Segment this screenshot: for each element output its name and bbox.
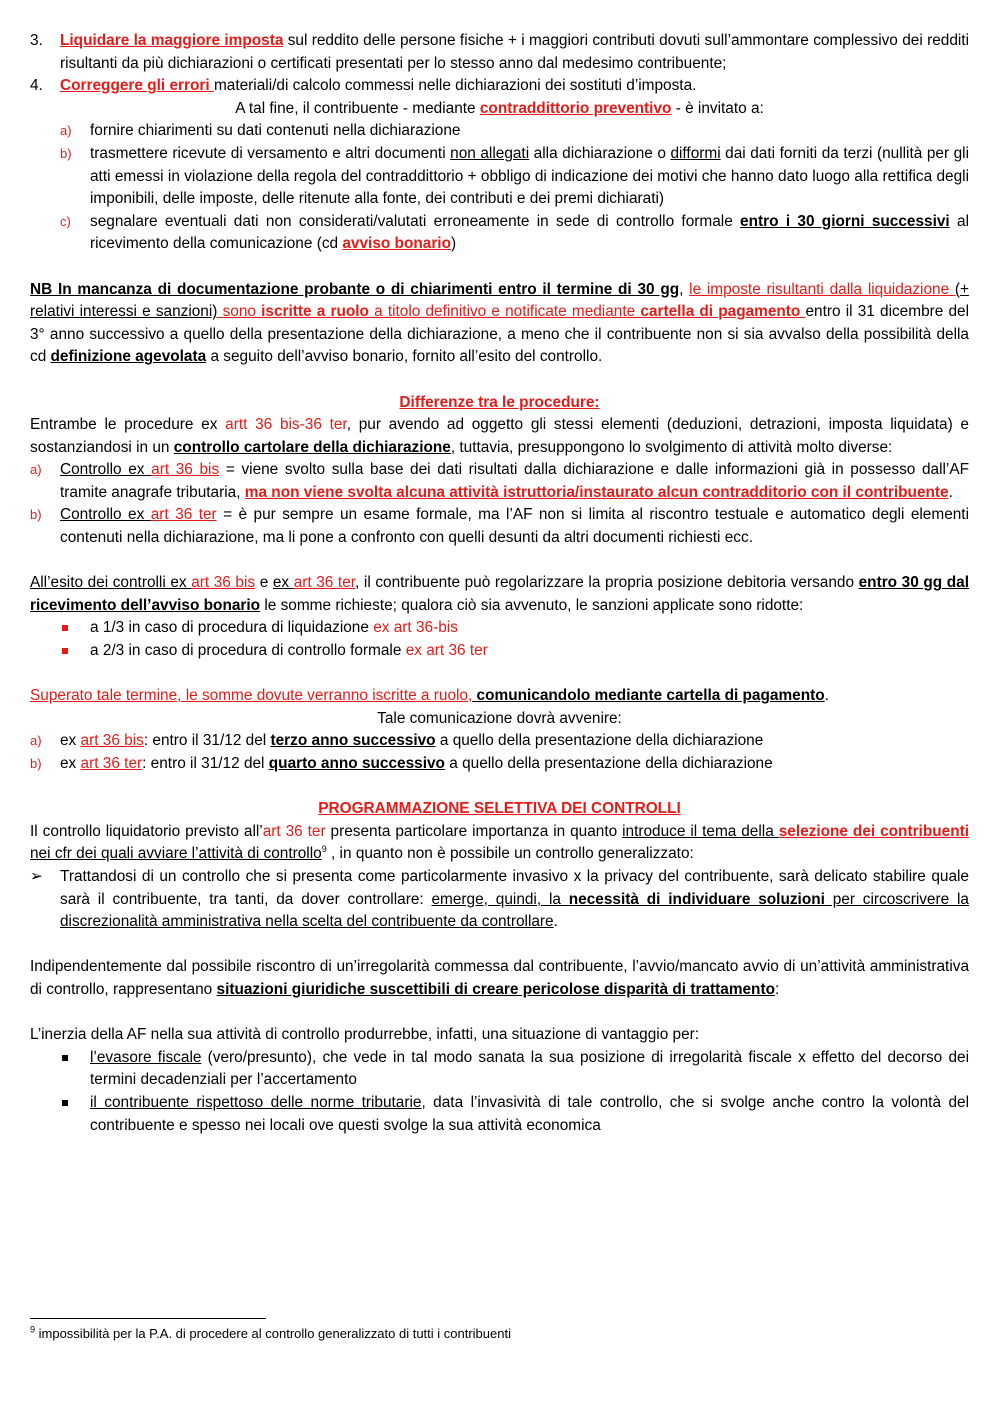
item-text: materiali/di calcolo commessi nelle dichiarazioni dei sostituti d’imposta. (213, 77, 697, 95)
item-heading: Liquidare la maggiore imposta (60, 32, 284, 49)
esito-paragraph: All’esito dei controlli ex art 36 bis e ex art 36 ter, il contribuente può regolarizzare la propria posizione debitoria versando entro 30 gg dal ricevimento dell’avviso bonario le somme richieste; qualora ciò sia avvenuto, le sanzioni applicate sono ridotte: (30, 574, 969, 614)
list-number: 3. (30, 32, 43, 49)
diff-item-a: a) Controllo ex art 36 bis = viene svolto sulla base dei dati risultati dalla dichiarazione e dalle informazioni già in possesso dall’AF tramite anagrafe tributaria, ma non viene svolta alcuna attività istruttoria/instaurato alcun contradditorio con il contribuente. (30, 461, 970, 501)
footnote-ref[interactable]: 9 (321, 844, 327, 855)
arrow-item: ➢ Trattandosi di un controllo che si presenta come particolarmente invasivo x la privacy del contribuente, sarà delicato stabilire quale sarà il contribuente, tra tanti, da dover controllare: emerge, quindi, la necessità di individuare soluzioni per circoscrivere la discrezionalità amministrativa nella scelta del contribuente da controllare. (30, 867, 969, 931)
list-item-4 (30, 75, 969, 98)
nb-paragraph: NB In mancanza di documentazione probante o di chiarimenti entro il termine di 30 gg, le imposte risultanti dalla liquidazione (+ relativi interessi e sanzioni) sono iscritte a ruolo a titolo definitivo e notificate mediante cartella di pagamento entro il 31 dicembre del 3° anno successivo a quello della presentazione della dichiarazione, a meno che il contribuente non si sia avvalso della possibilità della cd definizione agevolata a seguito dell’avviso bonario, fornito all’esito del controllo. (30, 280, 970, 366)
bullet-item: a 1/3 in caso di procedura di liquidazione ex art 36-bis (30, 617, 969, 640)
list-item-3 (30, 30, 969, 75)
footnote-separator (30, 1318, 266, 1319)
square-bullet-icon (62, 1100, 68, 1106)
footnote (30, 1324, 511, 1344)
item-text: sul reddito delle persone fisiche + i maggiori contributi dovuti sull’ammontare complessivo dei redditi risultanti da più dichiarazioni o certificati presentati per lo stesso anno dal medesimo contribuente; (60, 32, 969, 72)
footnote-number: 9 (30, 1324, 36, 1335)
list-number: 4. (30, 77, 43, 95)
section-heading-programmazione: PROGRAMMAZIONE SELETTIVA DEI CONTROLLI (318, 800, 681, 818)
diff-paragraph: Entrambe le procedure ex artt 36 bis-36 ter, pur avendo ad oggetto gli stessi elementi (deduzioni, detrazioni, imposta liquidata) e sostanziandosi in un controllo cartolare della dichiarazione, tuttavia, presuppongono lo svolgimento di attività molto diverse: (30, 416, 969, 456)
diff-item-b: b) Controllo ex art 36 ter = è pur sempre un esame formale, ma l’AF non si limita al riscontro testuale e automatico degli elementi contenuti nella dichiarazione, ma li pone a confronto con quelli desunti da altri documenti richiesti ecc. (30, 506, 970, 547)
ruolo-item-a: a) ex art 36 bis: entro il 31/12 del terzo anno successivo a quello della presentazione della dichiarazione (30, 730, 969, 753)
bullet-item: l’evasore fiscale (vero/presunto), che vede in tal modo sanata la sua posizione di irregolarità fiscale x effetto del decorso dei termini decadenziali per l’accertamento (30, 1047, 969, 1092)
prog-paragraph: Il controllo liquidatorio previsto all’art 36 ter presenta particolare importanza in quanto introduce il tema della selezione dei contribuenti nei cfr dei quali avviare l’attività di controllo$^9$ , in quanto non è possibile un controllo generalizzato: (30, 822, 969, 863)
bullet-item: a 2/3 in caso di procedura di controllo formale ex art 36 ter (30, 640, 969, 663)
document-page (30, 30, 969, 1137)
invite-line: A tal fine, il contribuente - mediante contraddittorio preventivo - è invitato a: (235, 99, 764, 117)
bullet-item: il contribuente rispettoso delle norme tributarie, data l’invasività di tale controllo, che si svolge anche contro la volontà del contribuente e spesso nei locali ove questi svolge la sua attività economica (30, 1092, 969, 1137)
sub-marker: a) (30, 462, 42, 478)
item-heading: Correggere gli errori (60, 77, 214, 95)
sub-marker: b) (60, 145, 72, 161)
square-bullet-icon (62, 648, 68, 654)
sub-marker: b) (30, 507, 42, 523)
section-heading-differenze: Differenze tra le procedure: (399, 393, 600, 411)
sub-marker: a) (30, 733, 42, 749)
ruolo-center-line: Tale comunicazione dovrà avvenire: (377, 709, 622, 727)
contraddittorio-term: contraddittorio preventivo (479, 99, 672, 117)
inerzia-paragraph: L’inerzia della AF nella sua attività di controllo produrrebbe, infatti, una situazione di vantaggio per: (30, 1026, 700, 1044)
sublist-item-c: c) segnalare eventuali dati non considerati/valutati erroneamente in sede di controllo formale entro i 30 giorni successivi al ricevimento della comunicazione (cd avviso bonario) (60, 212, 969, 253)
ruolo-paragraph: Superato tale termine, le somme dovute verranno iscritte a ruolo, comunicandolo mediante cartella di pagamento. (30, 687, 829, 705)
square-bullet-icon (62, 625, 68, 631)
indipendentemente-paragraph: Indipendentemente dal possibile riscontro di un’irregolarità commessa dal contribuente, l’avvio/mancato avvio di un’attività amministrativa di controllo, rappresentano situazioni giuridiche suscettibili di creare pericolose disparità di trattamento: (30, 958, 969, 998)
sub-marker: a) (60, 123, 72, 139)
sublist-item-a: a) fornire chiarimenti su dati contenuti nella dichiarazione (30, 120, 969, 143)
sub-marker: b) (30, 756, 42, 771)
sublist-item-b: b) trasmettere ricevute di versamento e altri documenti non allegati alla dichiarazione o difformi dai dati forniti da terzi (nullità per gli atti emessi in violazione della regola del contraddittorio + obbligo di indicazione dei motivi che hanno dato luogo alla rettifica degli imponibili, delle imposte, delle ritenute alla fonte, dei contributi e dei premi dichiarati) (60, 144, 969, 208)
sub-marker: c) (60, 213, 71, 229)
arrow-bullet-icon: ➢ (30, 867, 43, 885)
footnote-text: impossibilità per la P.A. di procedere al controllo generalizzato di tutti i contribuenti (35, 1326, 511, 1341)
ruolo-item-b: b) ex art 36 ter: entro il 31/12 del quarto anno successivo a quello della presentazione della dichiarazione (30, 753, 969, 776)
square-bullet-icon (62, 1055, 68, 1061)
